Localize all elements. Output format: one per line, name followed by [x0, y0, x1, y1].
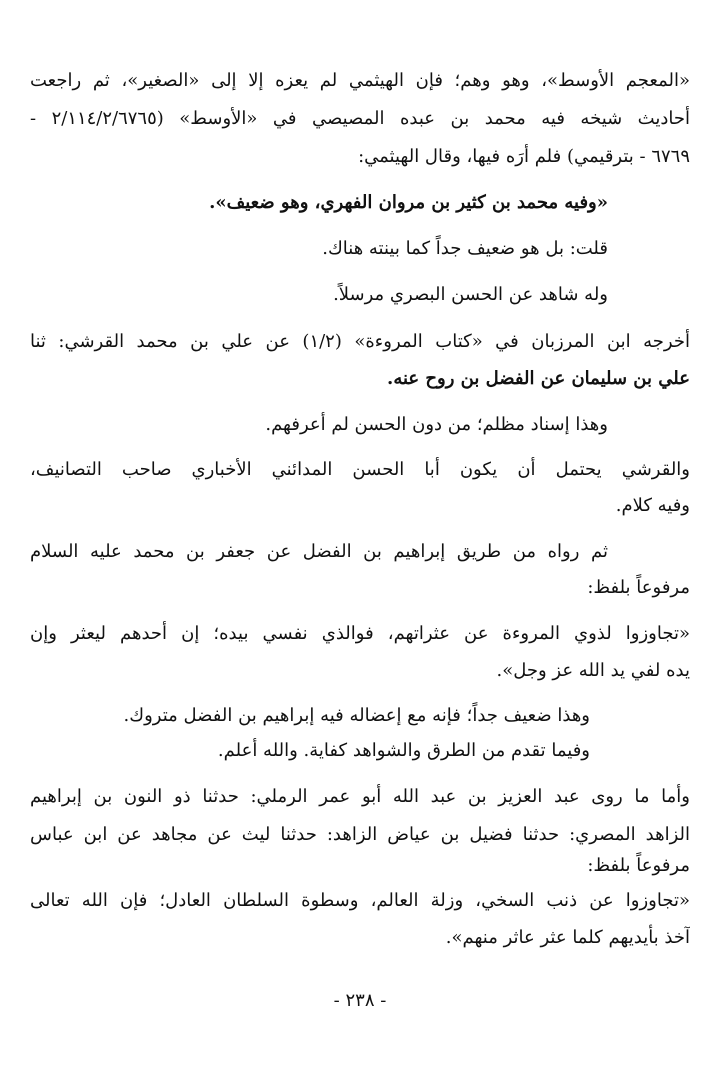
text-line-1: «المعجم الأوسط»، وهو وهم؛ فإن الهيثمي لم يعزه إلا إلى «الصغير»، ثم راجعت — [30, 70, 690, 91]
text-line-17: وفيما تقدم من الطرق والشواهد كفاية. والله أعلم. — [217, 740, 590, 761]
text-line-2: أحاديث شيخه فيه محمد بن عبده المصيصي في «الأوسط» (٢/١١٤/٢/٦٧٦٥ - — [30, 108, 690, 129]
quote-line-2: «تجاوزوا لذوي المروءة عن عثراتهم، فوالذي نفسي بيده؛ إن أحدهم ليعثر وإن — [30, 623, 690, 644]
text-line-7: أخرجه ابن المرزبان في «كتاب المروءة» (١/٢) عن علي بن محمد القرشي: ثنا — [30, 331, 690, 352]
page-number: - ٢٣٨ - — [333, 990, 387, 1011]
text-line-5: قلت: بل هو ضعيف جداً كما بينته هناك. — [322, 238, 608, 259]
text-line-8: علي بن سليمان عن الفضل بن روح عنه. — [387, 368, 690, 389]
text-line-12: ثم رواه من طريق إبراهيم بن الفضل عن جعفر بن محمد عليه السلام — [30, 541, 608, 562]
quote-line-3: يده لفي يد الله عز وجل». — [496, 660, 690, 681]
text-line-3: ٦٧٦٩ - بترقيمي) فلم أرَه فيها، وقال الهيثمي: — [358, 146, 690, 167]
text-line-11: وفيه كلام. — [615, 495, 690, 516]
text-line-19: الزاهد المصري: حدثنا فضيل بن عياض الزاهد: حدثنا ليث عن مجاهد عن ابن عباس — [30, 824, 690, 845]
text-line-18: وأما ما روى عبد العزيز بن عبد الله أبو عمر الرملي: حدثنا ذو النون بن إبراهيم — [30, 786, 690, 807]
text-line-10: والقرشي يحتمل أن يكون أبا الحسن المدائني الأخباري صاحب التصانيف، — [30, 459, 690, 480]
quote-line-1: «وفيه محمد بن كثير بن مروان الفهري، وهو ضعيف». — [209, 192, 608, 213]
text-line-13: مرفوعاً بلفظ: — [587, 577, 690, 598]
text-line-20: مرفوعاً بلفظ: — [587, 855, 690, 876]
quote-line-5: آخذ بأيديهم كلما عثر عاثر منهم». — [445, 927, 690, 948]
text-line-9: وهذا إسناد مظلم؛ من دون الحسن لم أعرفهم. — [265, 414, 608, 435]
quote-line-4: «تجاوزوا عن ذنب السخي، وزلة العالم، وسطوة السلطان العادل؛ فإن الله تعالى — [30, 890, 690, 911]
text-line-6: وله شاهد عن الحسن البصري مرسلاً. — [333, 284, 608, 305]
text-line-16: وهذا ضعيف جداً؛ فإنه مع إعضاله فيه إبراهيم بن الفضل متروك. — [123, 705, 590, 726]
